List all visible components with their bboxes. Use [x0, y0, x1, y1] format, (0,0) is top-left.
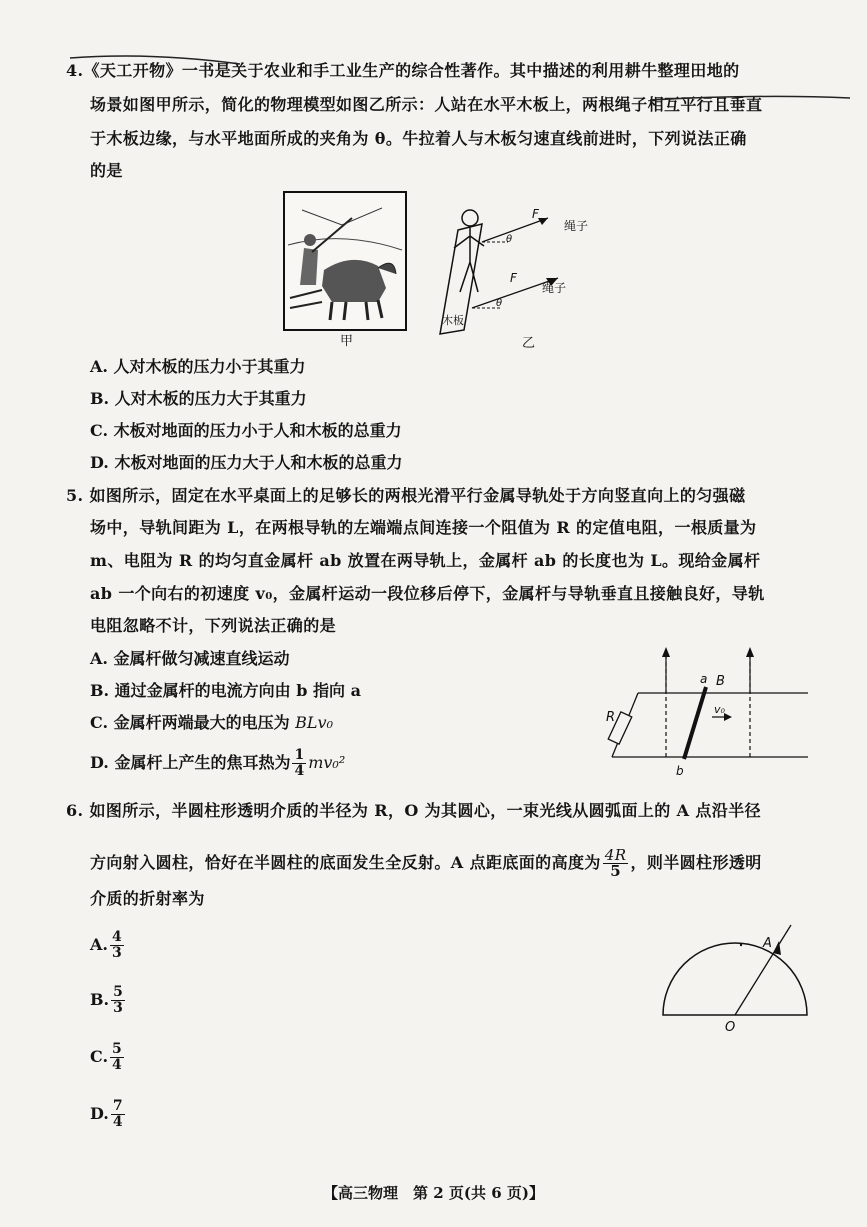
q6-line-2 [90, 848, 762, 879]
q6-height-den: 5 [610, 862, 622, 880]
q4-option-c: C. 木板对地面的压力小于人和木板的总重力 [90, 421, 402, 440]
q5-line-2: 场中，导轨间距为 L，在两根导轨的左端端点间连接一个阻值为 R 的定值电阻，一根质量为 [90, 518, 757, 537]
q6-line-3: 介质的折射率为 [90, 889, 205, 908]
q6-line-1: 6. 如图所示，半圆柱形透明介质的半径为 R，O 为其圆心，一束光线从圆弧面上的 A 点沿半径 [66, 801, 762, 820]
q6-height-num: 4R [604, 846, 627, 864]
q6-option-b-fraction [111, 985, 125, 1016]
q6-option-a-num: 4 [111, 929, 122, 945]
q4-option-a: A. 人对木板的压力小于其重力 [90, 357, 306, 376]
figure-q6-half-cylinder [655, 915, 815, 1040]
q4-option-b: B. 人对木板的压力大于其重力 [90, 389, 307, 408]
q6-option-b-den: 3 [113, 1000, 123, 1016]
q6-option-d-label: D. [90, 1104, 109, 1123]
angle-theta-bottom: θ [496, 298, 503, 309]
q6-option-b-num: 5 [113, 984, 123, 1000]
q5-option-c [90, 712, 333, 734]
q4-option-d: D. 木板对地面的压力大于人和木板的总重力 [90, 453, 403, 472]
q6-height-fraction [603, 848, 629, 879]
point-a-label-q6: A [763, 936, 772, 951]
q5-line-4: ab 一个向右的初速度 v₀，金属杆运动一段位移后停下，金属杆与导轨垂直且接触良好，导轨 [90, 584, 765, 603]
q4-line-4: 的是 [90, 161, 123, 180]
q6-option-d-den: 4 [112, 1114, 123, 1130]
q5-option-c-expr: BLv₀ [295, 713, 334, 732]
figure-jia-caption: 甲 [340, 334, 354, 349]
q6-option-a [90, 930, 126, 961]
q6-option-c-label: C. [90, 1047, 109, 1066]
q6-option-b [90, 985, 127, 1016]
q4-line-3: 于木板边缘，与水平地面所成的夹角为 θ。牛拉着人与木板匀速直线前进时，下列说法正确 [90, 129, 747, 148]
q6-line-2-tail: ，则半圆柱形透明 [630, 853, 762, 872]
q6-option-d-fraction [111, 1099, 125, 1130]
q6-option-c-num: 5 [112, 1041, 122, 1057]
q5-option-d-num: 1 [294, 747, 305, 763]
q6-option-c [90, 1042, 126, 1073]
q6-option-d-num: 7 [112, 1098, 123, 1114]
point-b-label: b [676, 764, 684, 778]
q6-option-c-den: 4 [112, 1057, 122, 1073]
q5-line-1: 5. 如图所示，固定在水平桌面上的足够长的两根光滑平行金属导轨处于方向竖直向上的匀强磁 [66, 486, 746, 505]
page-footer: 【高三物理 第 2 页(共 6 页)】 [323, 1184, 544, 1202]
q5-option-d [90, 748, 345, 779]
q6-option-b-label: B. [90, 990, 110, 1009]
q6-option-a-den: 3 [111, 945, 122, 961]
rope-label-bottom: 绳子 [542, 281, 567, 295]
force-label-bottom: F [510, 271, 517, 285]
force-label-top: F [532, 207, 539, 221]
q5-option-d-fraction [292, 748, 306, 779]
q5-option-d-prefix: D. 金属杆上产生的焦耳热为 [90, 753, 291, 772]
q6-option-a-label: A. [90, 935, 108, 954]
figure-q5-rails [600, 645, 815, 780]
q5-line-3: m、电阻为 R 的均匀直金属杆 ab 放置在两导轨上，金属杆 ab 的长度也为 L。现给金属杆 [90, 551, 761, 570]
q5-line-5: 电阻忽略不计，下列说法正确的是 [90, 616, 337, 635]
q6-option-c-fraction [110, 1042, 124, 1073]
figure-yi-caption: 乙 [522, 336, 536, 350]
resistor-label: R [606, 710, 616, 725]
q5-option-b: B. 通过金属杆的电流方向由 b 指向 a [90, 681, 361, 700]
field-b-label: B [716, 674, 725, 689]
q5-option-c-prefix: C. 金属杆两端最大的电压为 [90, 713, 296, 732]
q5-option-d-den: 4 [294, 763, 305, 779]
board-label: 木板 [442, 314, 464, 327]
rope-label-top: 绳子 [564, 219, 589, 233]
figure-jia [282, 190, 412, 350]
pen-marks [60, 50, 860, 120]
figure-yi [430, 200, 610, 350]
point-a-label: a [700, 672, 708, 686]
q5-option-a: A. 金属杆做匀减速直线运动 [90, 649, 290, 668]
q6-option-a-fraction [110, 930, 124, 961]
velocity-label: v₀ [714, 703, 725, 716]
center-o-label: O [725, 1020, 736, 1035]
q4-line-2: 场景如图甲所示，简化的物理模型如图乙所示：人站在水平木板上，两根绳子相互平行且垂直 [90, 95, 763, 114]
angle-theta-top: θ [506, 234, 513, 245]
q6-option-d [90, 1099, 127, 1130]
q6-line-2-text: 方向射入圆柱，恰好在半圆柱的底面发生全反射。A 点距底面的高度为 [90, 853, 601, 872]
q4-line-1: 4.《天工开物》一书是关于农业和手工业生产的综合性著作。其中描述的利用耕牛整理田地的 [66, 61, 740, 80]
q5-option-d-expr: mv₀² [308, 753, 346, 772]
